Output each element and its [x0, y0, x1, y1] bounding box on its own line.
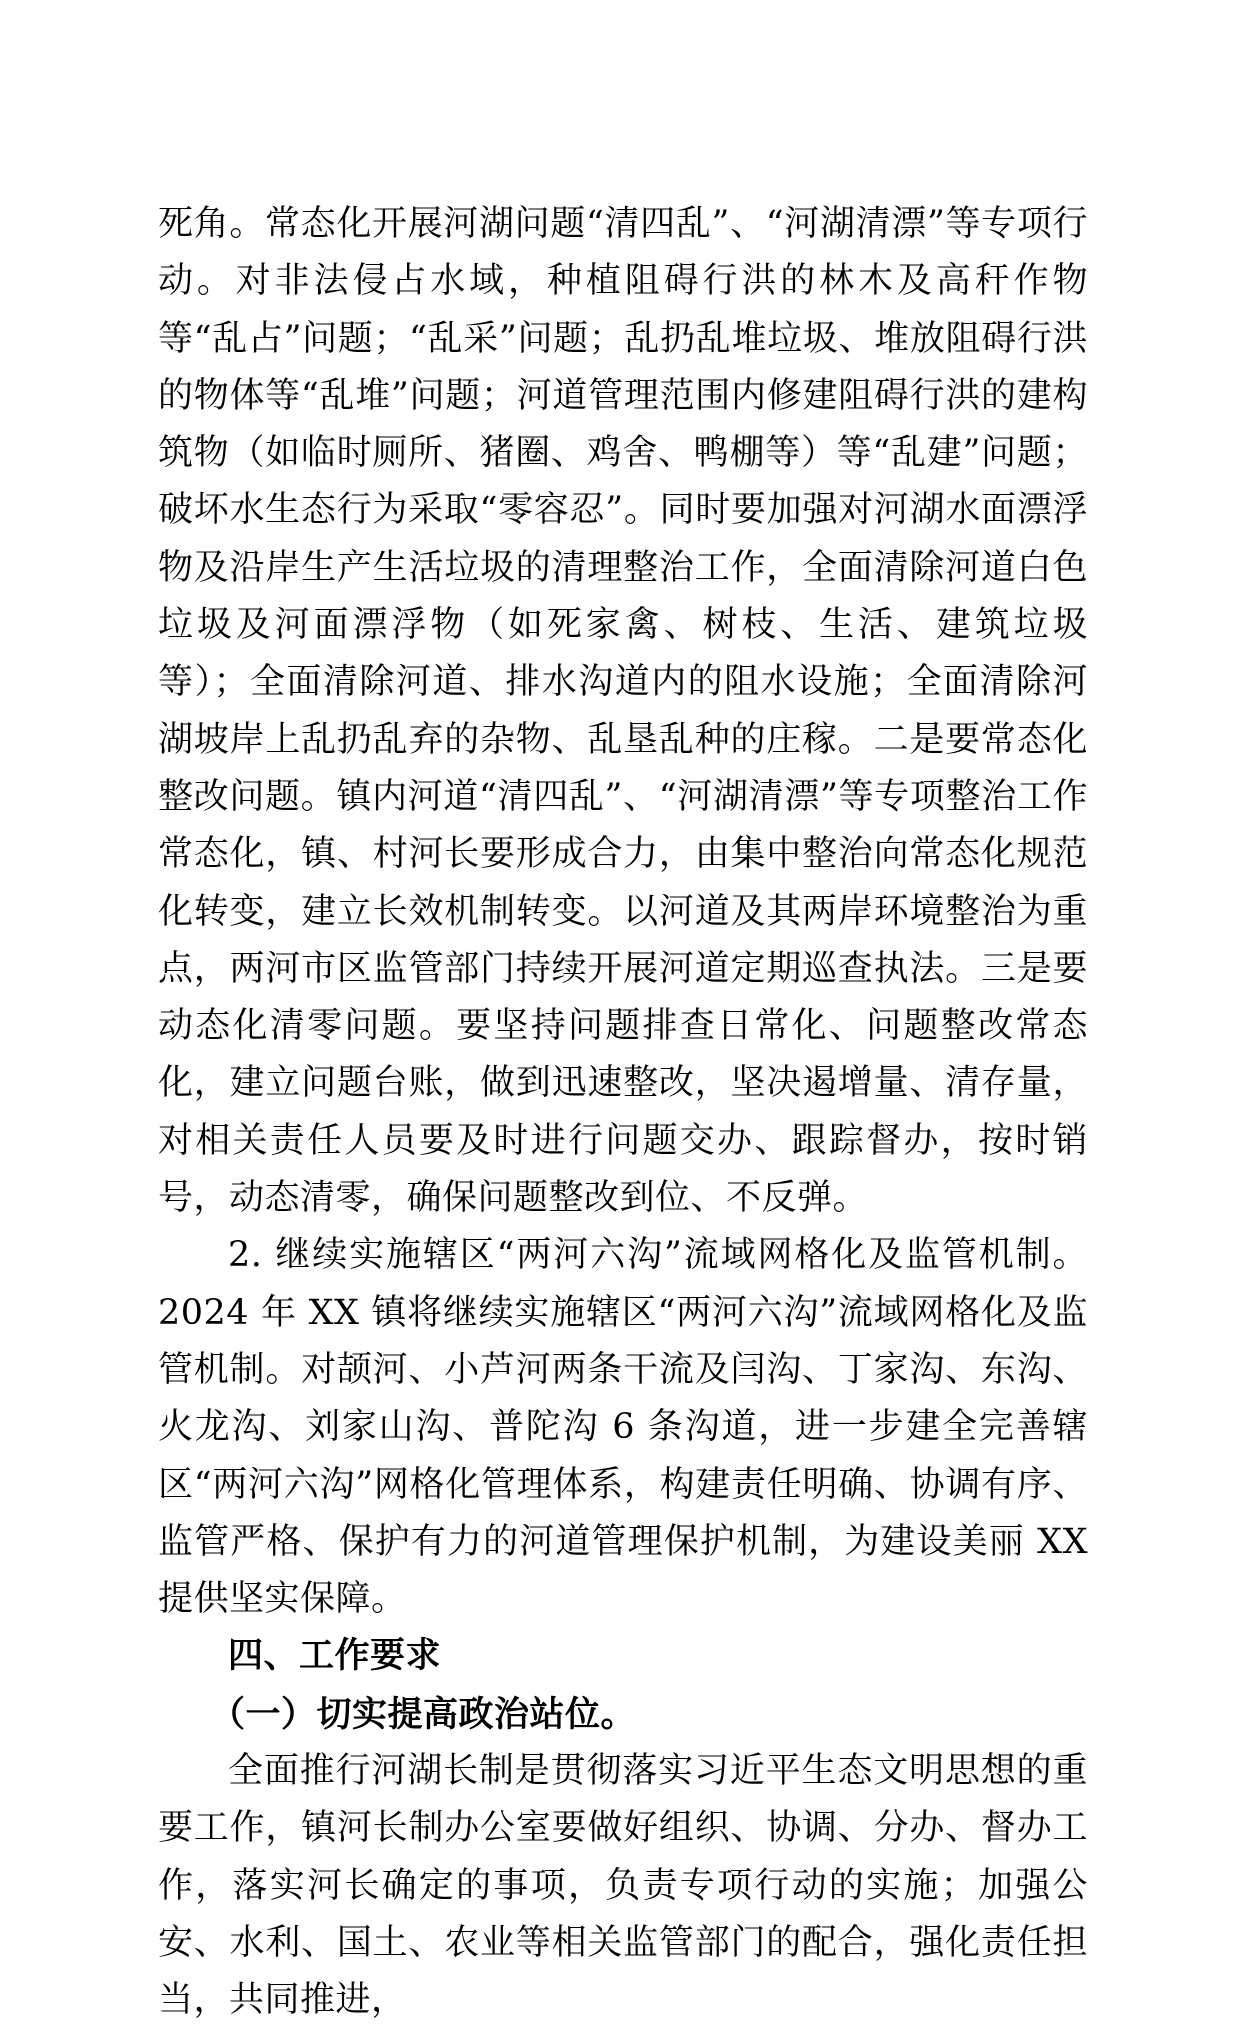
- paragraph-grid-supervision: 2. 继续实施辖区“两河六沟”流域网格化及监管机制。2024 年 XX 镇将继续实施辖区“两河六沟”流域网格化及监管机制。对颉河、小芦河两条干流及闫沟、丁家沟、东沟、火龙沟、刘家山沟、普陀沟 6 条沟道，进一步建全完善辖区“两河六沟”网格化管理体系，构建责任明确、协调有序、监管严格、保护有力的河道管理保护机制，为建设美丽 XX 提供坚实保障。: [158, 1235, 1088, 1620]
- paragraph-river-cleanup-actions: 死角。常态化开展河湖问题“清四乱”、“河湖清漂”等专项行动。对非法侵占水域，种植阻碍行洪的林木及高秆作物等“乱占”问题；“乱采”问题；乱扔乱堆垃圾、堆放阻碍行洪的物体等“乱堆”问题；河道管理范围内修建阻碍行洪的建构筑物（如临时厕所、猪圈、鸡舍、鸭棚等）等“乱建”问题；破坏水生态行为采取“零容忍”。同时要加强对河湖水面漂浮物及沿岸生产生活垃圾的清理整治工作，全面清除河道白色垃圾及河面漂浮物（如死家禽、树枝、生活、建筑垃圾等）；全面清除河道、排水沟道内的阻水设施；全面清除河湖坡岸上乱扔乱弃的杂物、乱垦乱种的庄稼。二是要常态化整改问题。镇内河道“清四乱”、“河湖清漂”等专项整治工作常态化，镇、村河长要形成合力，由集中整治向常态化规范化转变，建立长效机制转变。以河道及其两岸环境整治为重点，两河市区监管部门持续开展河道定期巡查执法。三是要动态化清零问题。要坚持问题排查日常化、问题整改常态化，建立问题台账，做到迅速整改，坚决遏增量、清存量，对相关责任人员要及时进行问题交办、跟踪督办，按时销号，动态清零，确保问题整改到位、不反弹。: [158, 204, 1088, 1219]
- section-heading-work-requirements: 四、工作要求: [228, 1636, 442, 1677]
- paragraph-river-chief-system: 全面推行河湖长制是贯彻落实习近平生态文明思想的重要工作，镇河长制办公室要做好组织、协调、分办、督办工作，落实河长确定的事项，负责专项行动的实施；加强公安、水利、国土、农业等相关监管部门的配合，强化责任担当，共同推进，: [158, 1751, 1088, 2021]
- document-body: [158, 196, 1088, 2030]
- subsection-heading-political-stance: （一）切实提高政治站位。: [210, 1693, 637, 1735]
